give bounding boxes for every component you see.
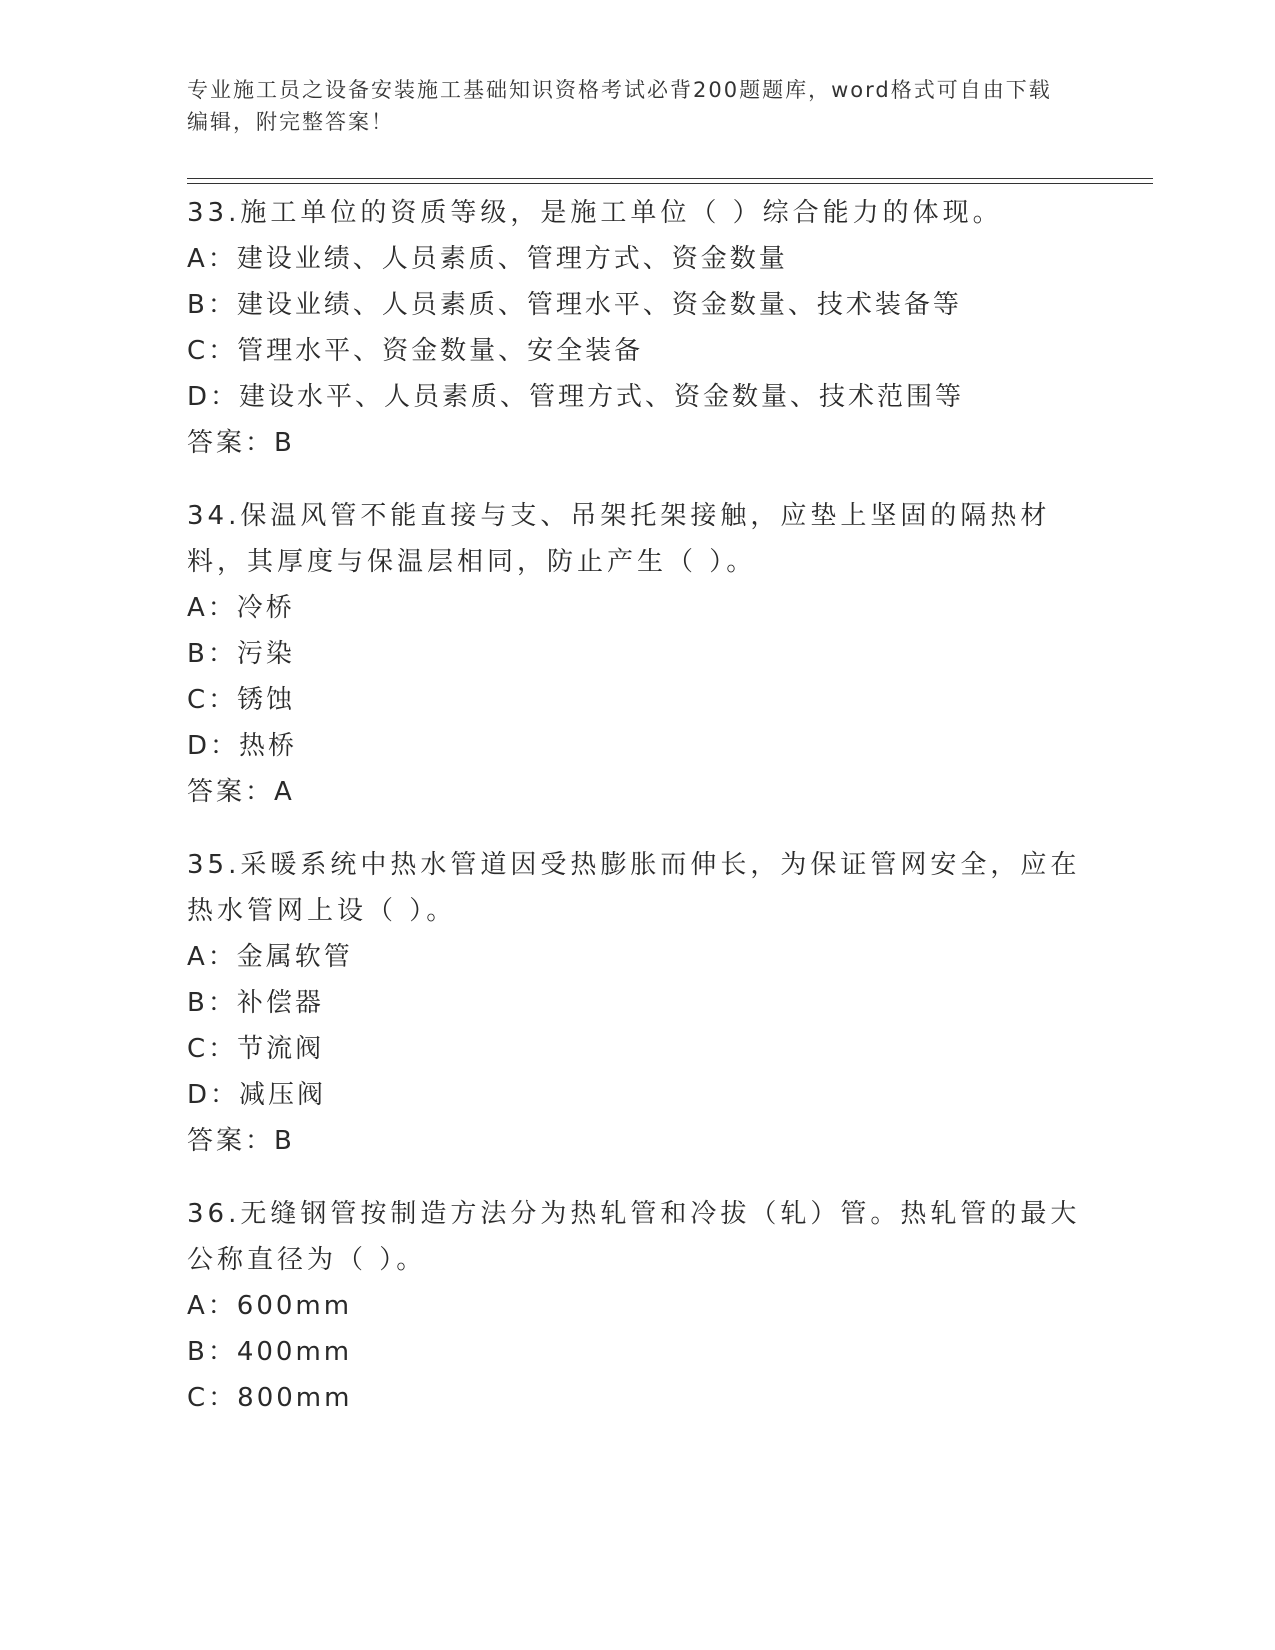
- option-c: C：800mm: [187, 1383, 353, 1413]
- question-stem: 36.无缝钢管按制造方法分为热轧管和冷拔（轧）管。热轧管的最大公称直径为（ ）。: [187, 1199, 1081, 1275]
- answer: 答案：B: [187, 1126, 295, 1156]
- option-b: B：建设业绩、人员素质、管理水平、资金数量、技术装备等: [187, 290, 962, 320]
- question-36: [187, 1191, 1087, 1421]
- option-b: B：污染: [187, 639, 295, 669]
- option-c: C：锈蚀: [187, 685, 296, 715]
- option-a: A：冷桥: [187, 593, 295, 623]
- option-c: C：节流阀: [187, 1034, 325, 1064]
- question-stem: 34.保温风管不能直接与支、吊架托架接触，应垫上坚固的隔热材料，其厚度与保温层相同，防止产生（ ）。: [187, 501, 1051, 577]
- question-33: [187, 190, 1087, 466]
- header-divider-bottom: [187, 183, 1153, 184]
- question-stem: 33.施工单位的资质等级，是施工单位（ ）综合能力的体现。: [187, 198, 1003, 228]
- option-a: A：金属软管: [187, 942, 353, 972]
- option-a: A：600mm: [187, 1291, 353, 1321]
- question-list: [187, 190, 1087, 1448]
- document-header: 专业施工员之设备安装施工基础知识资格考试必背200题题库，word格式可自由下载编辑，附完整答案！: [187, 78, 1052, 134]
- option-d: D：建设水平、人员素质、管理方式、资金数量、技术范围等: [187, 382, 965, 412]
- answer: 答案：A: [187, 777, 295, 807]
- option-b: B：400mm: [187, 1337, 353, 1367]
- question-35: [187, 842, 1087, 1164]
- header-divider-top: [187, 178, 1153, 179]
- option-d: D：减压阀: [187, 1080, 327, 1110]
- option-a: A：建设业绩、人员素质、管理方式、资金数量: [187, 244, 788, 274]
- option-b: B：补偿器: [187, 988, 324, 1018]
- question-stem: 35.采暖系统中热水管道因受热膨胀而伸长，为保证管网安全，应在热水管网上设（ ）。: [187, 850, 1081, 926]
- option-c: C：管理水平、资金数量、安全装备: [187, 336, 644, 366]
- question-34: [187, 493, 1087, 815]
- answer: 答案：B: [187, 428, 295, 458]
- option-d: D：热桥: [187, 731, 298, 761]
